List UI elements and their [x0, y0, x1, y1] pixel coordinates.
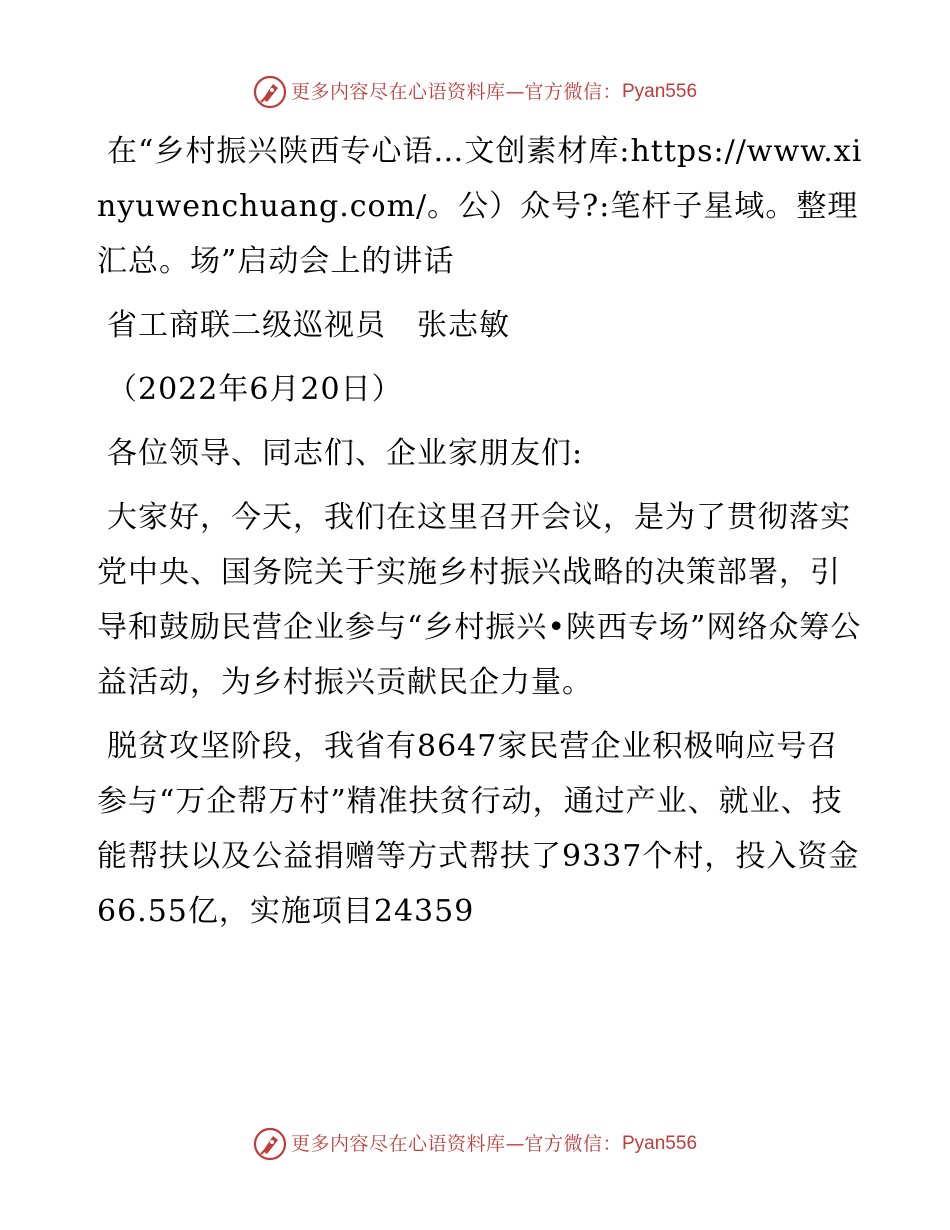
watermark-separator: —: [505, 1133, 525, 1155]
watermark-label: 官方微信：: [524, 1133, 622, 1155]
author-line: 省工商联二级巡视员 张志敏: [107, 308, 510, 343]
watermark-separator: —: [505, 81, 525, 103]
watermark-wechat-id: Pyan556: [622, 81, 698, 102]
footer-watermark: [0, 1127, 950, 1161]
date-line: （2022年6月20日）: [107, 372, 403, 407]
salutation: 各位领导、同志们、企业家朋友们:: [107, 436, 584, 471]
watermark-text: 更多内容尽在心语资料库: [290, 81, 506, 103]
document-body: [97, 124, 867, 939]
watermark-wechat-id: Pyan556: [622, 1133, 698, 1154]
paragraph: 大家好，今天，我们在这里召开会议，是为了贯彻落实党中央、国务院关于实施乡村振兴战略的决策部署，引导和鼓励民营企业参与“乡村振兴•陕西专场”网络众筹公益活动，为乡村振兴贡献民企力量。: [97, 500, 862, 700]
pen-nib-icon: [253, 1127, 287, 1161]
paragraph: 脱贫攻坚阶段，我省有8647家民营企业积极响应号召参与“万企帮万村”精准扶贫行动，通过产业、就业、技能帮扶以及公益捐赠等方式帮扶了9337个村，投入资金66.55亿，实施项目24359: [97, 729, 860, 929]
pen-nib-icon: [253, 75, 287, 109]
watermark-label: 官方微信：: [524, 81, 622, 103]
watermark-text: 更多内容尽在心语资料库: [290, 1133, 506, 1155]
header-watermark: [0, 75, 950, 109]
document-title: 在“乡村振兴陕西专心语…文创素材库:https://www.xinyuwenchuang.com/。公）众号?:笔杆子星域。整理汇总。场”启动会上的讲话: [97, 134, 863, 279]
